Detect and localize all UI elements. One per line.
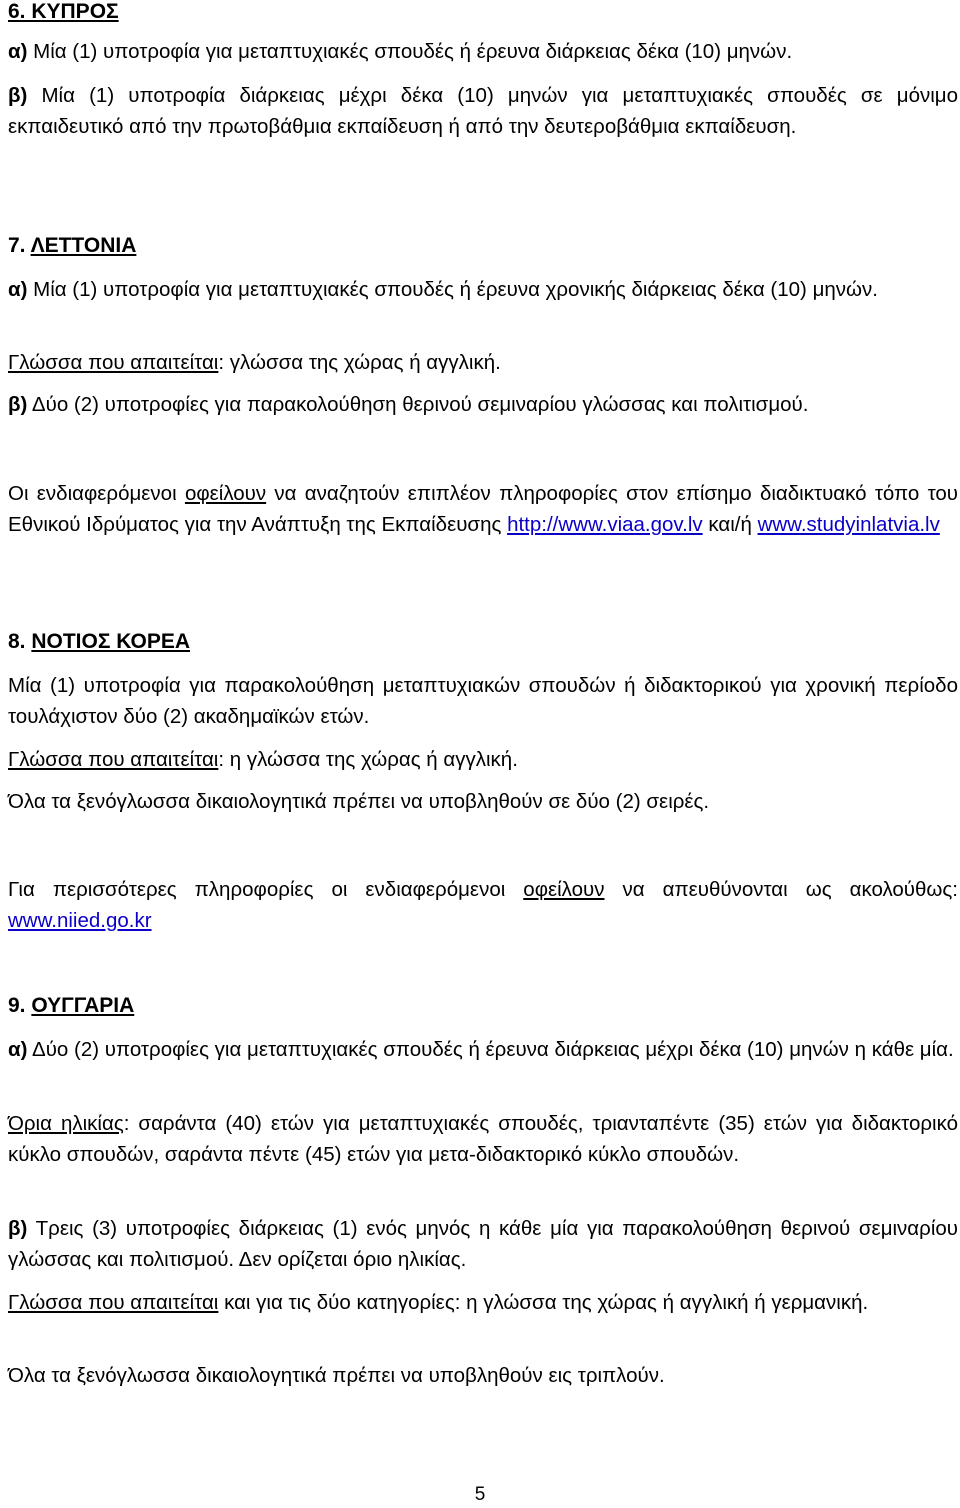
korea-documents [8,786,958,817]
language-label: Γλώσσα που απαιτείται [8,748,219,771]
cyprus-item-b-text: Μία (1) υποτροφία διάρκειας μέχρι δέκα (10) μηνών για μεταπτυχιακές σπουδές σε μόνιμο εκπαιδευτικό από την πρωτοβάθμια εκπαίδευση ή από την δευτεροβάθμια εκπαίδευση. [8,84,958,138]
hungary-item-a-text: Δύο (2) υποτροφίες για μεταπτυχιακές σπουδές ή έρευνα διάρκειας μέχρι δέκα (10) μηνών η κάθε μία. [27,1038,954,1061]
studyinlatvia-link[interactable]: www.studyinlatvia.lv [757,513,940,536]
korea-description-text: Μία (1) υποτροφία για παρακολούθηση μεταπτυχιακών σπουδών ή διδακτορικού για χρονική περίοδο τουλάχιστον δύο (2) ακαδημαϊκών ετών. [8,674,958,728]
item-marker-a: α) [8,40,28,63]
section-number: 8. [8,630,32,653]
cyprus-item-b [8,80,958,142]
latvia-item-a-text: Μία (1) υποτροφία για μεταπτυχιακές σπουδές ή έρευνα χρονικής διάρκειας δέκα (10) μηνών. [27,278,878,301]
latvia-item-b [8,389,958,420]
viaa-link[interactable]: http://www.viaa.gov.lv [507,513,703,536]
korea-language [8,744,958,775]
language-label: Γλώσσα που απαιτείται [8,1291,219,1314]
section-heading-hungary [8,994,134,1018]
latvia-item-a [8,274,958,305]
hungary-item-b [8,1213,958,1275]
hungary-item-a [8,1034,958,1065]
info-emphasis: οφείλουν [523,878,605,901]
language-text: : η γλώσσα της χώρας ή αγγλική. [218,748,518,771]
item-marker-b: β) [8,1217,28,1240]
info-text: και/ή [702,513,758,536]
cyprus-item-a-text: Μία (1) υποτροφία για μεταπτυχιακές σπουδές ή έρευνα διάρκειας δέκα (10) μηνών. [27,40,793,63]
item-marker-a: α) [8,1038,28,1061]
latvia-info [8,478,958,540]
language-text: και για τις δύο κατηγορίες: η γλώσσα της χώρας ή αγγλική ή γερμανική. [218,1291,869,1314]
hungary-age-limits [8,1108,958,1170]
info-text: Οι ενδιαφερόμενοι [8,482,185,505]
age-limits-text: : σαράντα (40) ετών για μεταπτυχιακές σπουδές, τριανταπέντε (35) ετών για διδακτορικό κύκλο σπουδών, σαράντα πέντε (45) ετών για μετα-διδακτορικό κύκλο σπουδών. [8,1112,958,1166]
latvia-item-b-text: Δύο (2) υποτροφίες για παρακολούθηση θερινού σεμιναρίου γλώσσας και πολιτισμού. [27,393,809,416]
language-text: : γλώσσα της χώρας ή αγγλική. [218,351,501,374]
hungary-item-b-text: Τρεις (3) υποτροφίες διάρκειας (1) ενός μηνός η κάθε μία για παρακολούθηση θερινού σεμιναρίου γλώσσας και πολιτισμού. Δεν ορίζεται όριο ηλικίας. [8,1217,958,1271]
section-title: ΝΟΤΙΟΣ ΚΟΡΕΑ [31,630,191,653]
item-marker-a: α) [8,278,28,301]
language-label: Γλώσσα που απαιτείται [8,351,219,374]
section-cyprus [8,0,958,24]
documents-text: Όλα τα ξενόγλωσσα δικαιολογητικά πρέπει να υποβληθούν εις τριπλούν. [8,1364,665,1387]
korea-description [8,670,958,732]
cyprus-item-a [8,36,958,67]
latvia-language [8,347,958,378]
section-title: ΟΥΓΓΑΡΙΑ [31,994,135,1017]
korea-info [8,874,958,936]
info-text: να αναζητούν επιπλέον πληροφορίες στον επίσημο διαδικτυακό τόπο του Εθνικού Ιδρύματος για την Ανάπτυξη της Εκπαίδευσης [8,482,958,536]
hungary-language [8,1287,958,1318]
section-heading-latvia [8,234,136,258]
hungary-documents [8,1360,958,1391]
section-number: 9. [8,994,32,1017]
section-heading-cyprus: 6. ΚΥΠΡΟΣ [8,0,119,23]
niied-link[interactable]: www.niied.go.kr [8,909,152,932]
info-text: Για περισσότερες πληροφορίες οι ενδιαφερόμενοι [8,878,524,901]
info-text: να απευθύνονται ως ακολούθως: [604,878,958,901]
section-number: 7. [8,234,31,257]
age-limits-label: Όρια ηλικίας [8,1112,124,1135]
item-marker-b: β) [8,393,28,416]
documents-text: Όλα τα ξενόγλωσσα δικαιολογητικά πρέπει να υποβληθούν σε δύο (2) σειρές. [8,790,710,813]
section-title: ΛΕΤΤΟΝΙΑ [30,234,137,257]
item-marker-b: β) [8,84,28,107]
page-number: 5 [474,1484,486,1505]
info-emphasis: οφείλουν [184,482,267,505]
section-heading-korea [8,630,190,654]
